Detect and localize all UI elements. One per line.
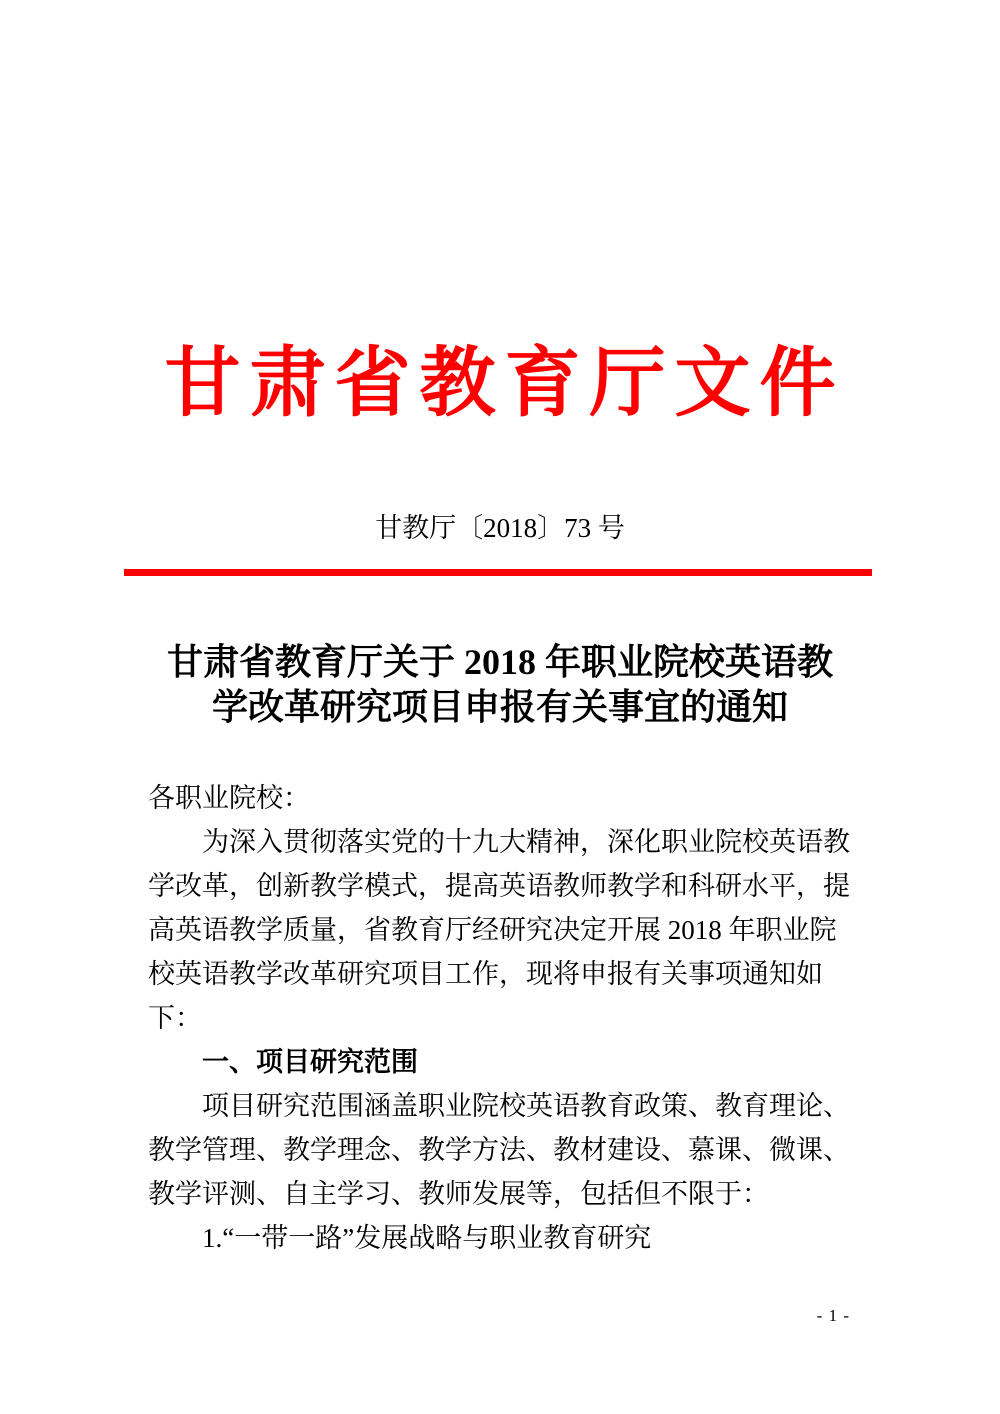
red-divider-line [124,569,872,576]
body-line: 教学评测、自主学习、教师发展等，包括但不限于： [148,1179,769,1209]
page-number: - 1 - [816,1306,850,1325]
agency-header-title: 甘肃省教育厅文件 [164,342,845,426]
document-body [148,776,852,1260]
body-line: 高英语教学质量，省教育厅经研究决定开展 2018 年职业院 [148,915,837,945]
body-line: 各职业院校： [148,783,310,813]
body-line: 学改革，创新教学模式，提高英语教师教学和科研水平，提 [148,871,850,901]
document-title [0,640,1000,730]
body-line: 1.“一带一路”发展战略与职业教育研究 [202,1223,652,1253]
body-line: 下： [148,1003,202,1033]
body-line: 为深入贯彻落实党的十九大精神，深化职业院校英语教 [202,827,850,857]
body-line: 教学管理、教学理念、教学方法、教材建设、慕课、微课、 [148,1135,850,1165]
document-number: 甘教厅〔2018〕73 号 [375,513,625,543]
section-heading: 一、项目研究范围 [202,1047,418,1077]
body-line: 项目研究范围涵盖职业院校英语教育政策、教育理论、 [202,1091,850,1121]
document-title-line: 学改革研究项目申报有关事宜的通知 [211,687,788,727]
body-line: 校英语教学改革研究项目工作，现将申报有关事项通知如 [148,959,823,989]
document-title-line: 甘肃省教育厅关于 2018 年职业院校英语教 [166,642,833,682]
